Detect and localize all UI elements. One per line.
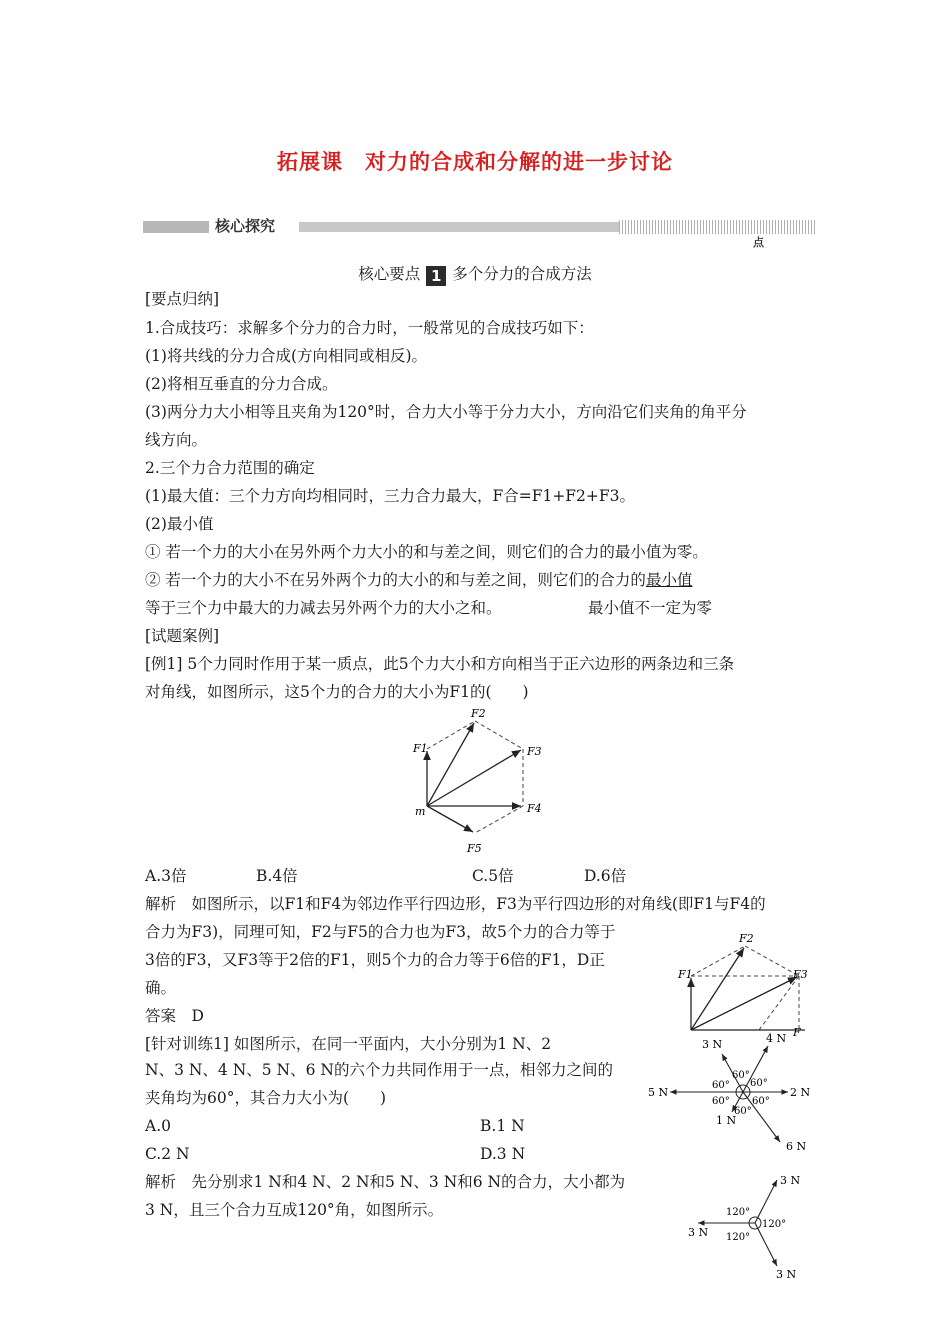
option-c: C.5倍 <box>472 867 514 885</box>
angle-label: 120° <box>726 1232 751 1243</box>
option-a: A.0 <box>145 1117 171 1135</box>
option-a: A.3倍 <box>145 867 187 885</box>
text-line: (2)将相互垂直的分力合成。 <box>145 375 338 393</box>
label-f2: F2 <box>471 707 486 720</box>
option-c: C.2 N <box>145 1145 190 1163</box>
text-line: 3倍的F3，又F3等于2倍的F1，则5个力的合力等于6倍的F1，D正 <box>145 951 605 969</box>
text-line: [针对训练1] 如图所示，在同一平面内，大小分别为1 N、2 <box>145 1035 552 1053</box>
text-line: 等于三个力中最大的力减去另外两个力的大小之和。 <box>145 599 502 617</box>
label-f4: F4 <box>527 802 542 815</box>
option-b: B.4倍 <box>256 867 298 885</box>
option-b: B.1 N <box>480 1117 525 1135</box>
margin-note: 最小值不一定为零 <box>588 599 713 617</box>
section-prefix: 核心要点 <box>358 265 421 283</box>
text-line: 1.合成技巧：求解多个分力的合力时，一般常见的合成技巧如下： <box>145 319 594 337</box>
label-3n-bottom: 3 N <box>776 1268 797 1280</box>
banner-tag: 点 <box>753 236 764 249</box>
text-line: N、3 N、4 N、5 N、6 N的六个力共同作用于一点，相邻力之间的 <box>145 1061 613 1079</box>
text-line: ① 若一个力的大小在另外两个力大小的和与差之间，则它们的合力的最小值为零。 <box>145 543 708 561</box>
text-line: 线方向。 <box>145 431 208 449</box>
text-line: (2)最小值 <box>145 515 214 533</box>
banner-hatch-right <box>688 220 815 234</box>
label-f3: F3 <box>527 745 542 758</box>
label-5n: 5 N <box>648 1086 669 1099</box>
text-line: [要点归纳] <box>145 290 220 308</box>
option-d: D.6倍 <box>584 867 627 885</box>
label-f5: F5 <box>467 842 482 855</box>
banner-bar-left <box>143 221 209 233</box>
text-line: 解析 先分别求1 N和4 N、2 N和5 N、3 N和6 N的合力，大小都为 <box>145 1173 626 1191</box>
angle-label: 60° <box>732 1070 750 1081</box>
angle-label: 60° <box>712 1080 730 1091</box>
text-span: ② 若一个力的大小不在另外两个力的大小的和与差之间，则它们的合力的 <box>145 571 646 589</box>
label-f3: F3 <box>793 968 808 981</box>
text-line: 确。 <box>145 979 177 997</box>
label-f4: F <box>793 1026 801 1036</box>
section-name: 多个分力的合成方法 <box>452 265 592 283</box>
angle-label: 60° <box>750 1078 768 1089</box>
text-line: 对角线，如图所示，这5个力的合力的大小为F1的( ) <box>145 683 529 701</box>
angle-label: 120° <box>726 1207 751 1218</box>
label-2n: 2 N <box>790 1086 811 1099</box>
parallelogram-figure <box>675 928 815 1036</box>
text-line: 3 N，且三个合力互成120°角，如图所示。 <box>145 1201 444 1219</box>
label-f1: F1 <box>413 742 428 755</box>
label-f1: F1 <box>678 968 693 981</box>
text-line: [试题案例] <box>145 627 220 645</box>
label-4n: 4 N <box>766 1032 787 1045</box>
label-1n: 1 N <box>716 1114 737 1127</box>
label-3n: 3 N <box>702 1038 723 1051</box>
text-line: 合力为F3)，同理可知，F2与F5的合力也为F3，故5个力的合力等于 <box>145 923 616 941</box>
six-forces-figure <box>640 1030 815 1155</box>
text-line: 解析 如图所示，以F1和F4为邻边作平行四边形，F3为平行四边形的对角线(即F1与F4的 <box>145 895 766 913</box>
label-6n: 6 N <box>786 1140 807 1153</box>
banner-bar-mid <box>299 222 619 232</box>
three-forces-figure <box>680 1168 815 1280</box>
text-line: 夹角均为60°，其合力大小为( ) <box>145 1089 387 1107</box>
text-line <box>145 570 692 590</box>
label-3n-left: 3 N <box>688 1226 709 1239</box>
underlined-term: 最小值 <box>645 571 693 589</box>
text-line: [例1] 5个力同时作用于某一质点，此5个力大小和方向相当于正六边形的两条边和三条 <box>145 655 735 673</box>
page-title: 拓展课 对力的合成和分解的进一步讨论 <box>277 150 673 174</box>
angle-label: 60° <box>712 1096 730 1107</box>
text-line: 2.三个力合力范围的确定 <box>145 459 315 477</box>
hexagon-force-figure <box>405 705 555 860</box>
angle-label: 120° <box>762 1219 787 1230</box>
banner-label: 核心探究 <box>215 217 276 235</box>
answer-line: 答案 D <box>145 1007 204 1025</box>
text-line: (1)将共线的分力合成(方向相同或相反)。 <box>145 347 428 365</box>
label-f2: F2 <box>739 932 754 945</box>
section-heading <box>0 262 950 286</box>
angle-label: 60° <box>752 1096 770 1107</box>
option-d: D.3 N <box>480 1145 526 1163</box>
section-number: 1 <box>426 266 446 286</box>
label-m: m <box>415 805 426 818</box>
label-3n-top: 3 N <box>780 1174 801 1187</box>
text-line: (1)最大值：三个力方向均相同时，三力合力最大，F合=F1+F2+F3。 <box>145 487 636 505</box>
text-line: (3)两分力大小相等且夹角为120°时，合力大小等于分力大小，方向沿它们夹角的角平分 <box>145 403 747 421</box>
angle-label: 60° <box>734 1106 752 1117</box>
